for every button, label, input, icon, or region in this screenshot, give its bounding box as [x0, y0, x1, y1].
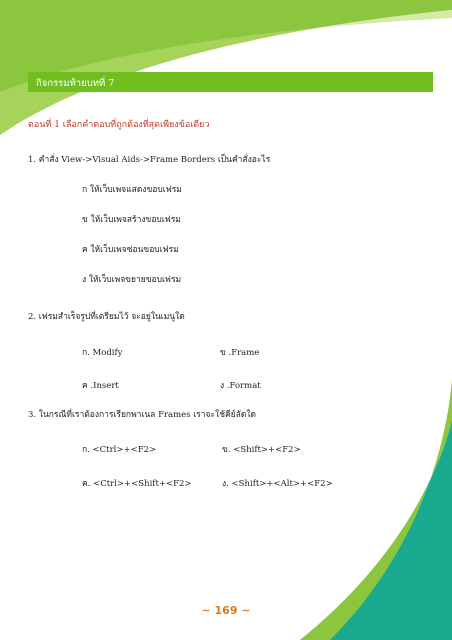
question-2: 2. เฟรมสำเร็จรูปที่เตรียมไว้ จะอยู่ในเมนูใด [28, 312, 185, 322]
q3-option-b: ข. <Shift>+<F2> [222, 445, 301, 455]
q2-option-d: ง .Format [220, 381, 261, 391]
q1-option-b: ข ให้เว็บเพจสร้างขอบเฟรม [82, 215, 181, 225]
q3-option-a: ก. <Ctrl>+<F2> [82, 445, 157, 455]
q3-option-d: ง. <Shift>+<Alt>+<F2> [222, 479, 333, 489]
activity-header-bar [28, 72, 433, 92]
q2-option-b: ข .Frame [220, 348, 260, 358]
q1-option-a: ก ให้เว็บเพจแสดงขอบเฟรม [82, 185, 182, 195]
question-3: 3. ในกรณีที่เราต้องการเรียกพาเนล Frames เราจะใช้คีย์ลัดใด [28, 410, 257, 420]
q2-option-c: ค .Insert [82, 381, 119, 391]
q1-option-d: ง ให้เว็บเพจขยายขอบเฟรม [82, 275, 182, 285]
q1-option-c: ค ให้เว็บเพจซ่อนขอบเฟรม [82, 245, 179, 255]
question-1: 1. คำสั่ง View->Visual Aids->Frame Borders เป็นคำสั่งอะไร [28, 155, 271, 165]
part-title: ตอนที่ 1 เลือกคำตอบที่ถูกต้องที่สุดเพียงข้อเดียว [28, 120, 210, 130]
q2-option-a: ก. Modify [82, 348, 123, 358]
activity-title: กิจกรรมท้ายบทที่ 7 [36, 78, 115, 89]
q3-option-c: ค. <Ctrl>+<Shift+<F2> [82, 479, 192, 489]
page-number: ~ 169 ~ [201, 604, 251, 617]
